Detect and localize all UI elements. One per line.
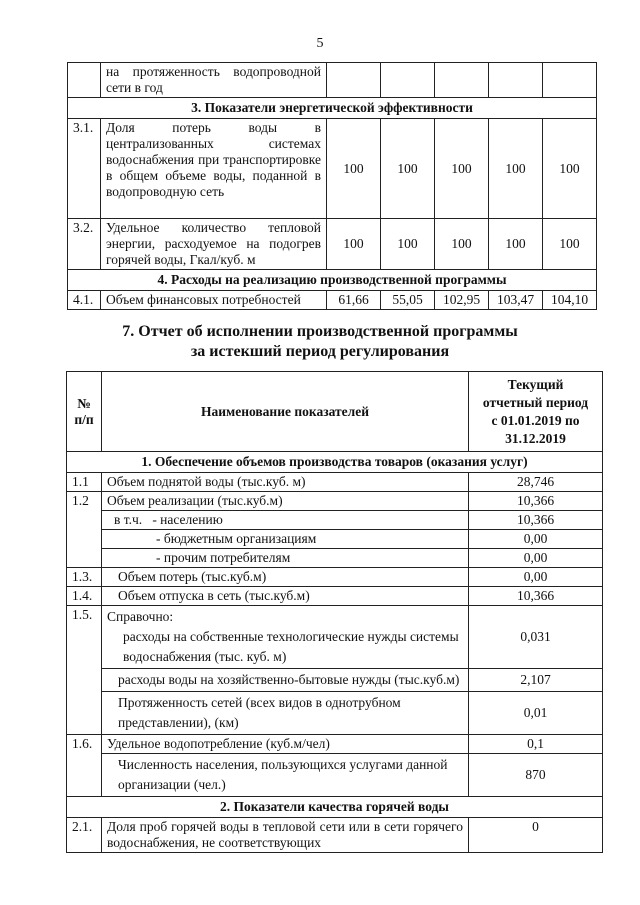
year-value: 100 xyxy=(489,219,543,270)
column-header-name: Наименование показателей xyxy=(102,372,469,452)
indicator-value: 870 xyxy=(469,754,603,797)
indicator-name: Доля проб горячей воды в тепловой сети или в сети горячего водоснабжения, не соответствующих xyxy=(102,818,469,853)
year-value: 55,05 xyxy=(381,291,435,310)
indicator-value: 0,00 xyxy=(469,568,603,587)
table-row xyxy=(67,473,603,492)
indicator-name xyxy=(102,606,469,669)
indicator-value: 0,00 xyxy=(469,549,603,568)
indicator-name: Протяженность сетей (всех видов в однотрубном представлении), (км) xyxy=(102,692,469,735)
column-header-period xyxy=(469,372,603,452)
year-value: 100 xyxy=(489,119,543,219)
energy-efficiency-table xyxy=(67,62,597,310)
year-value: 100 xyxy=(381,119,435,219)
indicator-name: Объем поднятой воды (тыс.куб. м) xyxy=(102,473,469,492)
table-row xyxy=(67,669,603,692)
indicator-value: 0,01 xyxy=(469,692,603,735)
indicator-name: Объем реализации (тыс.куб.м) xyxy=(102,492,469,511)
year-value: 100 xyxy=(435,119,489,219)
indicator-value: 0 xyxy=(469,818,603,853)
table-row xyxy=(68,63,597,98)
row-number: 2.1. xyxy=(67,818,102,853)
row-number: 1.2 xyxy=(67,492,102,568)
section-heading xyxy=(0,322,640,362)
section-heading-line: за истекший период регулирования xyxy=(190,343,450,360)
indicator-value: 10,366 xyxy=(469,492,603,511)
indicator-name: на протяженность водопроводной сети в год xyxy=(101,63,327,98)
year-value: 100 xyxy=(327,119,381,219)
section-title: 1. Обеспечение объемов производства товаров (оказания услуг) xyxy=(67,452,603,473)
program-report-table xyxy=(66,371,603,853)
indicator-value: 2,107 xyxy=(469,669,603,692)
indicator-name: Удельное водопотребление (куб.м/чел) xyxy=(102,735,469,754)
year-value: 100 xyxy=(543,219,597,270)
subitem-prefix: в т.ч. xyxy=(114,512,143,527)
section-heading-line: 7. Отчет об исполнении производственной программы xyxy=(122,323,518,340)
indicator-value: 0,00 xyxy=(469,530,603,549)
table-row xyxy=(67,818,603,853)
year-value: 102,95 xyxy=(435,291,489,310)
indicator-label: расходы на собственные технологические нужды системы водоснабжения (тыс. куб. м) xyxy=(123,629,459,664)
row-number: 4.1. xyxy=(68,291,101,310)
row-number: 1.6. xyxy=(67,735,102,797)
indicator-value: 0,031 xyxy=(469,606,603,669)
table-row xyxy=(67,754,603,797)
indicator-name: Доля потерь воды в централизованных системах водоснабжения при транспортировке в общем объеме воды, поданной в водопроводную сеть xyxy=(101,119,327,219)
year-value: 100 xyxy=(381,219,435,270)
table-row xyxy=(68,219,597,270)
indicator-name: расходы воды на хозяйственно-бытовые нужды (тыс.куб.м) xyxy=(102,669,469,692)
year-value: 103,47 xyxy=(489,291,543,310)
year-value: 100 xyxy=(543,119,597,219)
table-row xyxy=(67,692,603,735)
table-row xyxy=(67,587,603,606)
table-row xyxy=(68,291,597,310)
section-header-row xyxy=(67,797,603,818)
year-value: 100 xyxy=(435,219,489,270)
period-line: отчетный период xyxy=(482,394,589,410)
section-header-row xyxy=(68,270,597,291)
indicator-name: Объем потерь (тыс.куб.м) xyxy=(102,568,469,587)
section-title: 2. Показатели качества горячей воды xyxy=(67,797,603,818)
indicator-value: 10,366 xyxy=(469,511,603,530)
period-line: Текущий xyxy=(507,376,564,392)
section-header-row xyxy=(67,452,603,473)
table-row xyxy=(67,606,603,669)
table-row xyxy=(68,119,597,219)
section-title: 3. Показатели энергетической эффективности xyxy=(68,98,597,119)
period-line: с 01.01.2019 по xyxy=(491,412,580,428)
section-header-row xyxy=(68,98,597,119)
period-line: 31.12.2019 xyxy=(505,430,566,446)
row-number: 1.5. xyxy=(67,606,102,735)
table-row xyxy=(67,549,603,568)
column-header-number: № п/п xyxy=(67,372,102,452)
year-value: 61,66 xyxy=(327,291,381,310)
table-row xyxy=(67,735,603,754)
section-title: 4. Расходы на реализацию производственной программы xyxy=(68,270,597,291)
indicator-name xyxy=(102,511,469,530)
indicator-value: 28,746 xyxy=(469,473,603,492)
table-row xyxy=(67,568,603,587)
reference-label: Справочно: xyxy=(107,609,174,624)
row-number: 1.1 xyxy=(67,473,102,492)
row-number: 3.1. xyxy=(68,119,101,219)
row-number: 1.3. xyxy=(67,568,102,587)
table-header-row xyxy=(67,372,603,452)
year-value: 104,10 xyxy=(543,291,597,310)
indicator-name: Объем финансовых потребностей xyxy=(101,291,327,310)
indicator-name: - бюджетным организациям xyxy=(102,530,469,549)
indicator-name: Удельное количество тепловой энергии, расходуемое на подогрев горячей воды, Гкал/куб. м xyxy=(101,219,327,270)
indicator-name: Численность населения, пользующихся услугами данной организации (чел.) xyxy=(102,754,469,797)
row-number: 1.4. xyxy=(67,587,102,606)
row-number: 3.2. xyxy=(68,219,101,270)
indicator-value: 10,366 xyxy=(469,587,603,606)
year-value: 100 xyxy=(327,219,381,270)
indicator-value: 0,1 xyxy=(469,735,603,754)
subitem-label: - населению xyxy=(152,512,223,527)
table-row xyxy=(67,511,603,530)
indicator-name: Объем отпуска в сеть (тыс.куб.м) xyxy=(102,587,469,606)
table-row xyxy=(67,492,603,511)
row-number xyxy=(68,63,101,98)
table-row xyxy=(67,530,603,549)
page-number: 5 xyxy=(316,36,324,51)
indicator-name: - прочим потребителям xyxy=(102,549,469,568)
